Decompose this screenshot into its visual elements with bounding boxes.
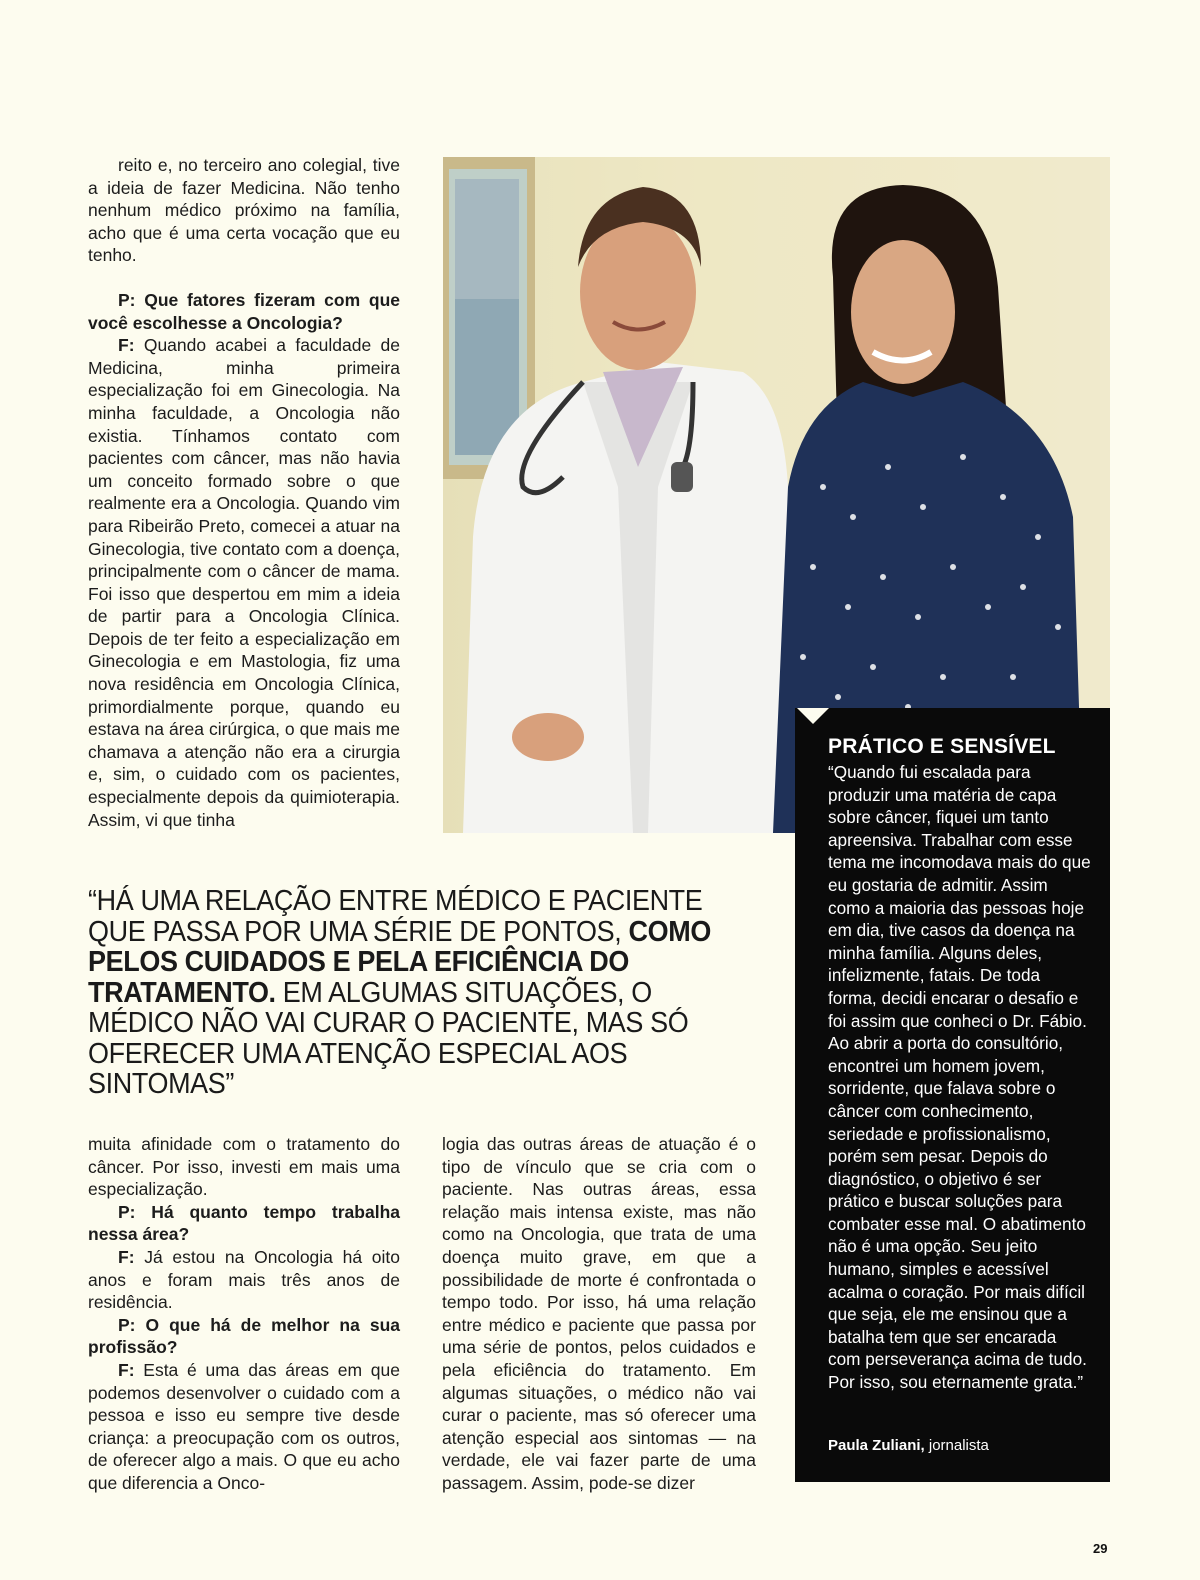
answer-text: muita afinidade com o tratamento do câncer. Por isso, investi em mais uma especialização. [88, 1134, 400, 1200]
answer-text: logia das outras áreas de atuação é o tipo de vínculo que se cria com o paciente. Nas outras áreas, essa relação mais intensa existe, mas não como na Oncologia, que trata de uma doença muito grave, em que a possibilidade de morte é confrontada o tempo todo. Por isso, há uma relação entre médico e paciente que passa por uma série de pontos, pelos cuidados e pela eficiência do tratamento. Em algumas situações, o médico não vai curar o paciente, mas só oferecer uma atenção especial aos sintomas — na verdade, ele vai fazer parte de uma passagem. Assim, pode-se dizer [442, 1134, 756, 1493]
article-column-bottom-right [442, 1133, 756, 1495]
sidebar-notch-icon [797, 708, 829, 724]
byline-role: jornalista [924, 1437, 989, 1454]
answer-text: Quando acabei a faculdade de Medicina, minha primeira especialização foi em Ginecologia. Na minha faculdade, a Oncologia não existia. Tínhamos contato com pacientes com câncer, mas não havia um conceito formado sobre o que realmente era a Oncologia. Quando vim para Ribeirão Preto, comecei a atuar na Ginecologia, tive contato com a doença, principalmente com o câncer de mama. Foi isso que despertou em mim a ideia de partir para a Oncologia Clínica. Depois de ter feito a especialização em Ginecologia e em Mastologia, fiz uma nova residência em Oncologia Clínica, primordialmente porque, quando eu estava na área cirúrgica, o que mais me chamava a atenção não era a cirurgia e, sim, o cuidado com os pacientes, especialmente depois da quimioterapia. Assim, vi que tinha [88, 335, 400, 830]
interview-answer [88, 1133, 400, 1201]
answer-label: F: [118, 1359, 135, 1380]
interview-answer [442, 1133, 756, 1495]
paragraph-gap [88, 267, 400, 289]
interview-answer [88, 334, 400, 831]
article-column-top [88, 154, 400, 831]
pull-quote-part1: “HÁ UMA RELAÇÃO ENTRE MÉDICO E PACIENTE QUE PASSA POR UMA SÉRIE DE PONTOS, [88, 885, 703, 948]
answer-label: F: [118, 335, 135, 356]
pull-quote-part2: EM ALGUMAS SITUAÇÕES, O MÉDICO NÃO VAI CURAR O PACIENTE, MAS SÓ OFERECER UMA ATENÇÃO ESPECIAL AOS SINTOMAS” [88, 976, 689, 1100]
interview-answer [88, 1359, 400, 1495]
interview-question: P: Há quanto tempo trabalha nessa área? [88, 1201, 400, 1245]
answer-label: F: [118, 1246, 135, 1267]
answer-text: Esta é uma das áreas em que podemos desenvolver o cuidado com a pessoa e isso eu sempre tive desde criança: a preocupação com os outros, de oferecer algo a mais. O que eu acho que diferencia a Onco- [88, 1359, 400, 1493]
pull-quote [88, 886, 739, 1100]
page-number: 29 [1093, 1541, 1108, 1556]
answer-text: Já estou na Oncologia há oito anos e foram mais três anos de residência. [88, 1246, 400, 1313]
sidebar-text: “Quando fui escalada para produzir uma matéria de capa sobre câncer, fiquei um tanto apreensiva. Trabalhar com esse tema me incomodava mais do que eu gostaria de admitir. Assim como a maioria das pessoas hoje em dia, tive casos da doença na minha família. Alguns deles, infelizmente, fatais. De toda forma, decidi encarar o desafio e foi assim que conheci o Dr. Fábio. Ao abrir a porta do consultório, encontrei um homem jovem, sorridente, que falava sobre o câncer com conhecimento, seriedade e profissionalismo, porém sem pesar. Depois do diagnóstico, o objetivo é ser prático e buscar soluções para combater esse mal. O abatimento não é uma opção. Seu jeito humano, simples e acessível acalma o coração. Por mais difícil que seja, ele me ensinou que a batalha tem que ser encarada com perseverança acima de tudo. Por isso, sou eternamente grata.” [828, 762, 1091, 1393]
byline-name: Paula Zuliani, [828, 1437, 925, 1454]
article-column-bottom-left [88, 1133, 400, 1495]
sidebar-byline [828, 1436, 1093, 1456]
interview-answer [88, 154, 400, 267]
interview-question: P: O que há de melhor na sua profissão? [88, 1314, 400, 1358]
interview-answer [88, 1246, 400, 1314]
sidebar-title: PRÁTICO E SENSÍVEL [828, 735, 1056, 758]
pull-quote-bold: COMO PELOS CUIDADOS E PELA EFICIÊNCIA DO TRATAMENTO. [88, 915, 711, 1009]
answer-text: reito e, no terceiro ano colegial, tive a ideia de fazer Medicina. Não tenho nenhum médico próximo na família, acho que é uma certa vocação que eu tenho. [88, 155, 400, 266]
interview-question: P: Que fatores fizeram com que você escolhesse a Oncologia? [88, 289, 400, 333]
